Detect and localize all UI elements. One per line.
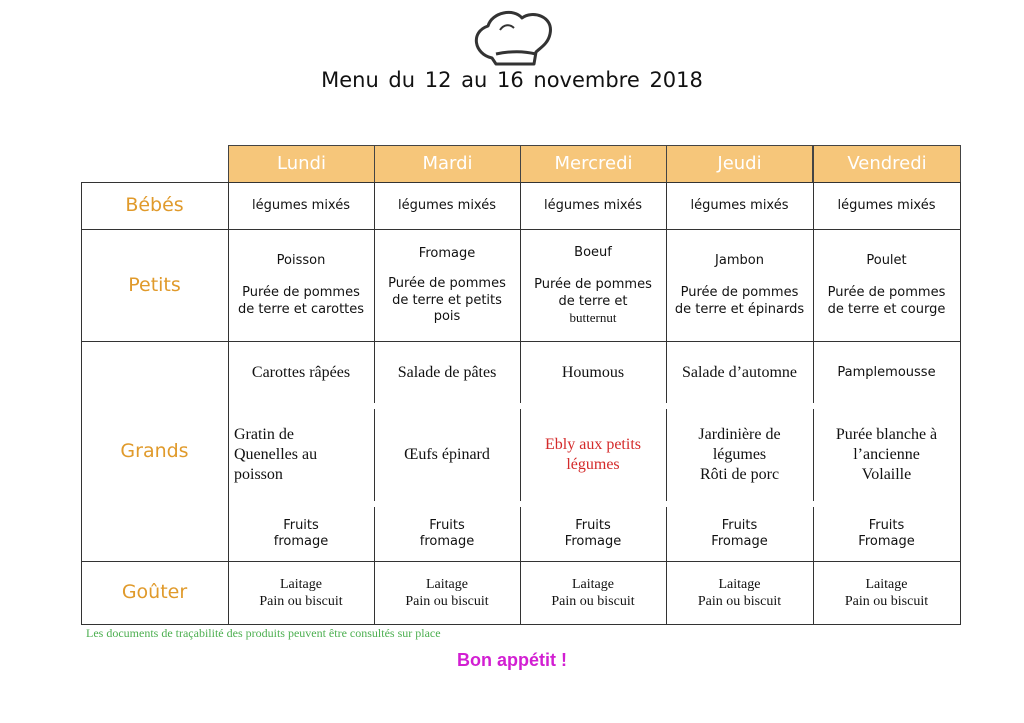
petits-side: Purée de pommes bbox=[388, 276, 506, 292]
gouter-line: Laitage bbox=[865, 576, 908, 592]
petits-side: Purée de pommes bbox=[534, 277, 652, 293]
dessert-line: Fruits bbox=[721, 517, 758, 533]
gouter-line: Pain ou biscuit bbox=[405, 594, 489, 609]
petits-side: Purée de pommes bbox=[827, 285, 946, 301]
plat-line: Ebly aux petits bbox=[545, 436, 641, 453]
petits-main: Jambon bbox=[715, 253, 764, 269]
dessert-line: Fruits bbox=[429, 517, 465, 533]
gouter-line: Laitage bbox=[718, 576, 761, 592]
gouter-line: Laitage bbox=[572, 576, 614, 592]
bebes-cell-jeudi: légumes mixés bbox=[690, 197, 789, 213]
traceability-note: Les documents de traçabilité des produits peuvent être consultés sur place bbox=[86, 626, 441, 640]
grands-dessert-vendredi bbox=[813, 507, 960, 561]
day-header-vendredi: Vendredi bbox=[813, 145, 961, 183]
plat-line: Purée blanche à bbox=[835, 426, 938, 443]
row-label-gouter: Goûter bbox=[121, 581, 188, 604]
grands-entree-mardi: Salade de pâtes bbox=[397, 364, 497, 381]
petits-side: de terre et carottes bbox=[237, 301, 365, 317]
day-header-jeudi: Jeudi bbox=[666, 145, 813, 183]
grands-dessert-mercredi bbox=[520, 507, 666, 561]
gouter-line: Laitage bbox=[426, 576, 468, 592]
plat-line: poisson bbox=[234, 466, 283, 483]
petits-main: Poulet bbox=[866, 253, 907, 269]
grands-plat-mardi bbox=[374, 409, 520, 501]
row-label-grands: Grands bbox=[120, 439, 189, 462]
petits-main: Poisson bbox=[276, 253, 326, 269]
petits-cell-mardi bbox=[374, 230, 520, 341]
grands-entree-jeudi: Salade d’automne bbox=[681, 364, 798, 381]
grands-plat-vendredi bbox=[813, 409, 960, 501]
gouter-cell-mardi bbox=[374, 562, 520, 624]
grands-dessert-lundi bbox=[228, 507, 374, 561]
plat-line: Rôti de porc bbox=[699, 466, 780, 483]
closing-text: Bon appétit ! bbox=[457, 650, 567, 670]
petits-cell-mercredi bbox=[520, 230, 666, 341]
grands-entree-lundi: Carottes râpées bbox=[251, 364, 351, 381]
dessert-line: Fromage bbox=[858, 534, 915, 549]
petits-side: de terre et épinards bbox=[674, 301, 805, 317]
row-label-bebes: Bébés bbox=[125, 194, 184, 217]
bebes-cell-mercredi: légumes mixés bbox=[543, 197, 642, 213]
dessert-line: fromage bbox=[273, 534, 329, 549]
plat-line: Œufs épinard bbox=[404, 446, 490, 463]
gouter-line: Pain ou biscuit bbox=[844, 594, 929, 609]
plat-line: Gratin de bbox=[234, 426, 294, 443]
petits-side: pois bbox=[433, 308, 461, 324]
dessert-line: Fruits bbox=[575, 517, 611, 533]
gouter-cell-vendredi bbox=[813, 562, 960, 624]
plat-line: Jardinière de bbox=[698, 426, 781, 443]
grands-plat-mercredi bbox=[520, 409, 666, 501]
gouter-line: Pain ou biscuit bbox=[697, 594, 782, 609]
petits-side: de terre et petits bbox=[392, 292, 502, 308]
grands-entree-mercredi: Houmous bbox=[561, 364, 625, 381]
table-border-bottom bbox=[81, 624, 961, 625]
gouter-line: Pain ou biscuit bbox=[551, 594, 635, 609]
dessert-line: Fromage bbox=[564, 534, 622, 549]
chef-hat-icon bbox=[470, 8, 556, 68]
petits-cell-lundi bbox=[228, 230, 374, 341]
petits-main: Boeuf bbox=[574, 245, 612, 260]
day-header-mercredi: Mercredi bbox=[520, 145, 667, 183]
petits-cell-jeudi bbox=[666, 230, 813, 341]
dessert-line: Fromage bbox=[711, 534, 768, 549]
petits-side: Purée de pommes bbox=[242, 285, 360, 301]
dessert-line: Fruits bbox=[868, 517, 905, 533]
petits-side: butternut bbox=[569, 309, 617, 325]
dessert-line: fromage bbox=[419, 534, 475, 549]
gouter-cell-mercredi bbox=[520, 562, 666, 624]
grands-dessert-mardi bbox=[374, 507, 520, 561]
day-header-mardi: Mardi bbox=[374, 145, 521, 183]
grands-plat-jeudi bbox=[666, 409, 813, 501]
gouter-cell-lundi bbox=[228, 562, 374, 624]
petits-cell-vendredi bbox=[813, 230, 960, 341]
table-border-right bbox=[960, 182, 961, 625]
plat-line: légumes bbox=[566, 456, 620, 473]
grands-plat-lundi bbox=[228, 409, 374, 501]
petits-side: de terre et courge bbox=[827, 301, 946, 317]
day-header-lundi: Lundi bbox=[228, 145, 375, 183]
menu-table bbox=[81, 145, 961, 625]
gouter-cell-jeudi bbox=[666, 562, 813, 624]
plat-line: l’ancienne bbox=[853, 446, 920, 463]
page-title: Menu du 12 au 16 novembre 2018 bbox=[321, 68, 703, 92]
gouter-line: Laitage bbox=[280, 576, 322, 592]
bebes-cell-vendredi: légumes mixés bbox=[837, 197, 936, 213]
gouter-line: Pain ou biscuit bbox=[259, 594, 343, 609]
bebes-cell-mardi: légumes mixés bbox=[397, 197, 496, 213]
petits-main: Fromage bbox=[418, 246, 476, 261]
grands-entree-vendredi: Pamplemousse bbox=[837, 364, 936, 380]
plat-line: Quenelles au bbox=[234, 446, 318, 463]
row-label-petits: Petits bbox=[128, 273, 181, 296]
bebes-cell-lundi: légumes mixés bbox=[251, 197, 350, 213]
petits-side: Purée de pommes bbox=[680, 285, 799, 301]
plat-line: Volaille bbox=[861, 466, 912, 483]
grands-dessert-jeudi bbox=[666, 507, 813, 561]
petits-side: de terre et bbox=[558, 293, 628, 309]
dessert-line: Fruits bbox=[283, 517, 319, 533]
plat-line: légumes bbox=[712, 446, 767, 463]
